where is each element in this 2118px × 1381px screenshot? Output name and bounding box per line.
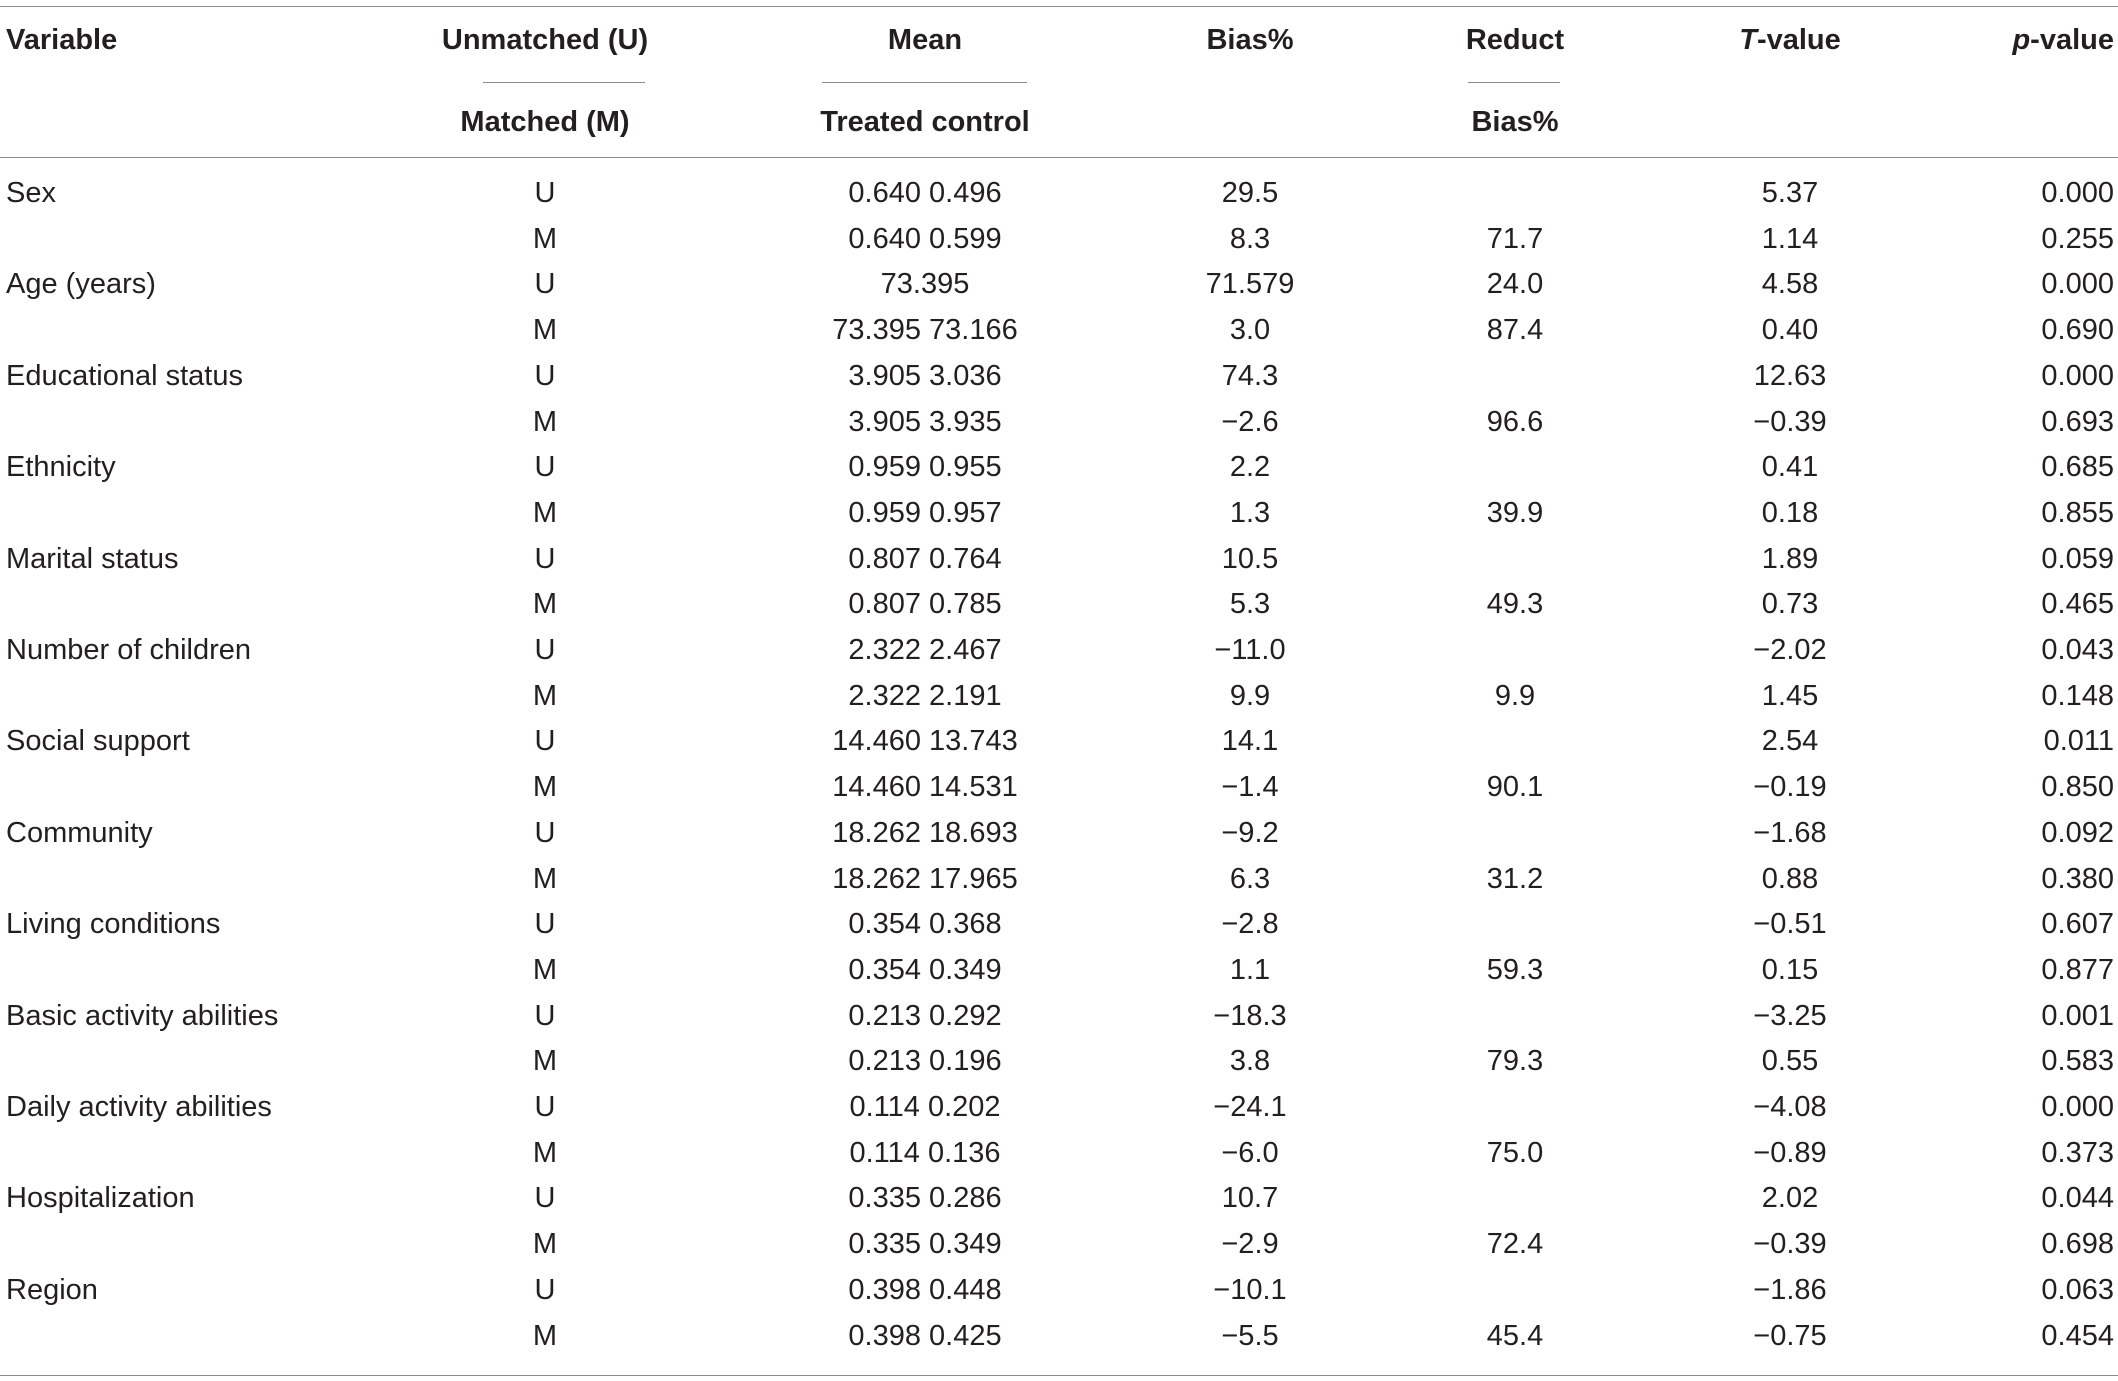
cell-t-value: 12.63	[1753, 360, 1827, 392]
cell-bias: 2.2	[1229, 451, 1271, 483]
cell-p-value: 0.454	[2041, 1320, 2114, 1352]
cell-t-value: −0.89	[1753, 1137, 1827, 1169]
cell-t-value: 0.73	[1761, 588, 1819, 620]
cell-reduct	[1410, 175, 1620, 211]
header-reduct-bias: Bias%	[1471, 106, 1559, 138]
cell-reduct: 87.4	[1486, 314, 1544, 346]
cell-p-value: 0.850	[2041, 771, 2114, 803]
cell-bias: −10.1	[1213, 1274, 1287, 1306]
cell-p-value: 0.000	[2041, 268, 2114, 300]
cell-variable: Region	[6, 1274, 98, 1306]
cell-mean: 0.959 0.957	[848, 497, 1002, 529]
top-rule	[0, 6, 2118, 7]
cell-um: U	[534, 1091, 556, 1123]
cell-bias: −1.4	[1221, 771, 1279, 803]
cell-um: U	[534, 451, 556, 483]
cell-t-value: 1.14	[1761, 223, 1819, 255]
header-variable: Variable	[6, 24, 118, 56]
cell-p-value: 0.698	[2041, 1228, 2114, 1260]
cell-reduct	[1410, 815, 1620, 851]
cell-reduct: 71.7	[1486, 223, 1544, 255]
cell-um: U	[534, 817, 556, 849]
cell-bias: 29.5	[1221, 177, 1279, 209]
cell-bias: 8.3	[1229, 223, 1271, 255]
header-t-italic: T	[1739, 24, 1757, 56]
cell-variable: Number of children	[6, 634, 251, 666]
cell-um: M	[532, 223, 558, 255]
cell-bias: −5.5	[1221, 1320, 1279, 1352]
cell-mean: 3.905 3.036	[848, 360, 1002, 392]
header-bias: Bias%	[1206, 24, 1294, 56]
cell-variable: Age (years)	[6, 268, 156, 300]
cell-bias: 74.3	[1221, 360, 1279, 392]
cell-bias: −11.0	[1214, 634, 1286, 666]
cell-um: M	[532, 1137, 558, 1169]
cell-reduct: 79.3	[1486, 1045, 1544, 1077]
cell-p-value: 0.583	[2041, 1045, 2114, 1077]
cell-p-value: 0.044	[2041, 1182, 2114, 1214]
header-p-italic: p	[2012, 24, 2031, 56]
header-treated-control: Treated control	[820, 106, 1030, 138]
cell-reduct	[1410, 998, 1620, 1034]
cell-reduct	[1410, 1180, 1620, 1216]
cell-mean: 0.213 0.292	[848, 1000, 1002, 1032]
cell-reduct	[1410, 1089, 1620, 1125]
cell-mean: 14.460 14.531	[832, 771, 1018, 803]
cell-um: U	[534, 634, 556, 666]
cell-mean: 3.905 3.935	[848, 406, 1002, 438]
cell-p-value: 0.092	[2041, 817, 2114, 849]
cell-t-value: −1.86	[1753, 1274, 1827, 1306]
cell-t-value: −1.68	[1753, 817, 1827, 849]
cell-t-value: −0.39	[1753, 406, 1827, 438]
cell-bias: 5.3	[1229, 588, 1271, 620]
cell-mean: 0.114 0.202	[849, 1091, 1001, 1123]
cell-t-value: −4.08	[1753, 1091, 1827, 1123]
cell-bias: 10.7	[1221, 1182, 1279, 1214]
cell-reduct: 59.3	[1486, 954, 1544, 986]
cell-reduct: 72.4	[1486, 1228, 1544, 1260]
cell-mean: 0.959 0.955	[848, 451, 1002, 483]
header-matched: Matched (M)	[460, 106, 630, 138]
cell-bias: 3.8	[1229, 1045, 1271, 1077]
cell-um: M	[532, 314, 558, 346]
cell-mean: 18.262 17.965	[832, 863, 1018, 895]
cell-um: U	[534, 1182, 556, 1214]
cell-reduct: 9.9	[1494, 680, 1536, 712]
cell-t-value: −0.75	[1753, 1320, 1827, 1352]
cell-bias: 10.5	[1221, 543, 1279, 575]
cell-mean: 0.354 0.349	[848, 954, 1002, 986]
cell-um: M	[532, 1320, 558, 1352]
cell-um: M	[532, 954, 558, 986]
cell-variable: Hospitalization	[6, 1182, 195, 1214]
cell-mean: 0.398 0.448	[848, 1274, 1002, 1306]
cell-um: M	[532, 1045, 558, 1077]
cell-bias: 14.1	[1221, 725, 1279, 757]
cell-um: M	[532, 1228, 558, 1260]
cell-t-value: 0.15	[1761, 954, 1819, 986]
cell-mean: 0.335 0.349	[848, 1228, 1002, 1260]
cell-bias: 71.579	[1205, 268, 1295, 300]
cell-t-value: 0.18	[1761, 497, 1819, 529]
cell-p-value: 0.011	[2043, 725, 2114, 757]
cell-mean: 0.640 0.599	[848, 223, 1002, 255]
cell-variable: Sex	[6, 177, 56, 209]
cell-p-value: 0.043	[2041, 634, 2114, 666]
cell-bias: −18.3	[1213, 1000, 1287, 1032]
cell-variable: Community	[6, 817, 153, 849]
cell-reduct	[1410, 541, 1620, 577]
header-t-rest: -value	[1756, 24, 1841, 56]
cell-p-value: 0.255	[2041, 223, 2114, 255]
cell-p-value: 0.000	[2041, 177, 2114, 209]
cell-um: M	[532, 497, 558, 529]
cell-t-value: 2.54	[1761, 725, 1819, 757]
cell-um: M	[532, 680, 558, 712]
cell-p-value: 0.000	[2041, 1091, 2114, 1123]
cell-p-value: 0.373	[2041, 1137, 2114, 1169]
cell-p-value: 0.607	[2041, 908, 2114, 940]
cell-reduct: 31.2	[1486, 863, 1544, 895]
cell-bias: −6.0	[1221, 1137, 1279, 1169]
cell-mean: 0.640 0.496	[848, 177, 1002, 209]
cell-reduct	[1410, 906, 1620, 942]
cell-p-value: 0.148	[2041, 680, 2114, 712]
cell-reduct: 24.0	[1486, 268, 1544, 300]
header-mean: Mean	[887, 24, 963, 56]
cell-t-value: 0.88	[1761, 863, 1819, 895]
cell-um: U	[534, 1000, 556, 1032]
cell-reduct: 49.3	[1486, 588, 1544, 620]
cell-variable: Daily activity abilities	[6, 1091, 272, 1123]
header-unmatched: Unmatched (U)	[441, 24, 649, 56]
cell-reduct: 39.9	[1486, 497, 1544, 529]
cell-p-value: 0.000	[2041, 360, 2114, 392]
cell-bias: −2.6	[1221, 406, 1279, 438]
cell-reduct: 96.6	[1486, 406, 1544, 438]
cell-t-value: 1.45	[1761, 680, 1819, 712]
cell-bias: 1.3	[1229, 497, 1271, 529]
cell-p-value: 0.685	[2041, 451, 2114, 483]
cell-bias: 1.1	[1229, 954, 1271, 986]
cell-t-value: −0.19	[1753, 771, 1827, 803]
cell-reduct	[1410, 358, 1620, 394]
mean-underline	[822, 82, 1027, 83]
cell-p-value: 0.690	[2041, 314, 2114, 346]
cell-reduct	[1410, 1272, 1620, 1308]
header-p-rest: -value	[2030, 24, 2114, 56]
cell-variable: Basic activity abilities	[6, 1000, 279, 1032]
cell-variable: Ethnicity	[6, 451, 116, 483]
cell-bias: −2.9	[1221, 1228, 1279, 1260]
cell-mean: 0.807 0.785	[848, 588, 1002, 620]
cell-p-value: 0.855	[2041, 497, 2114, 529]
cell-um: M	[532, 588, 558, 620]
cell-t-value: 4.58	[1761, 268, 1819, 300]
unmatched-underline	[483, 82, 645, 83]
cell-t-value: 0.40	[1761, 314, 1819, 346]
cell-mean: 0.354 0.368	[848, 908, 1002, 940]
bottom-rule	[0, 1375, 2118, 1376]
cell-t-value: 1.89	[1761, 543, 1819, 575]
cell-bias: 6.3	[1229, 863, 1271, 895]
cell-variable: Social support	[6, 725, 190, 757]
cell-mean: 0.213 0.196	[848, 1045, 1002, 1077]
cell-reduct: 45.4	[1486, 1320, 1544, 1352]
cell-bias: −24.1	[1213, 1091, 1287, 1123]
cell-variable: Marital status	[6, 543, 179, 575]
cell-p-value: 0.380	[2041, 863, 2114, 895]
cell-um: U	[534, 268, 556, 300]
cell-mean: 73.395	[880, 268, 970, 300]
cell-mean: 18.262 18.693	[832, 817, 1018, 849]
cell-bias: 9.9	[1229, 680, 1271, 712]
cell-mean: 14.460 13.743	[832, 725, 1018, 757]
cell-mean: 2.322 2.467	[848, 634, 1002, 666]
cell-reduct	[1410, 723, 1620, 759]
cell-p-value: 0.465	[2041, 588, 2114, 620]
header-reduct: Reduct	[1465, 24, 1565, 56]
cell-reduct: 75.0	[1486, 1137, 1544, 1169]
cell-t-value: −2.02	[1753, 634, 1827, 666]
header-t-value	[1680, 22, 1900, 58]
cell-p-value: 0.063	[2041, 1274, 2114, 1306]
cell-mean: 0.807 0.764	[848, 543, 1002, 575]
cell-mean: 0.335 0.286	[848, 1182, 1002, 1214]
cell-variable: Educational status	[6, 360, 243, 392]
cell-reduct	[1410, 632, 1620, 668]
cell-reduct: 90.1	[1486, 771, 1544, 803]
cell-um: U	[534, 908, 556, 940]
cell-mean: 2.322 2.191	[848, 680, 1002, 712]
cell-um: U	[534, 725, 556, 757]
cell-t-value: −0.39	[1753, 1228, 1827, 1260]
cell-t-value: −0.51	[1753, 908, 1827, 940]
cell-um: U	[534, 360, 556, 392]
cell-um: M	[532, 406, 558, 438]
header-p-value	[1914, 22, 2114, 58]
cell-p-value: 0.693	[2041, 406, 2114, 438]
cell-bias: 3.0	[1229, 314, 1271, 346]
cell-bias: −2.8	[1221, 908, 1279, 940]
cell-mean: 0.398 0.425	[848, 1320, 1002, 1352]
reduct-underline	[1468, 82, 1560, 83]
cell-mean: 73.395 73.166	[832, 314, 1018, 346]
cell-um: U	[534, 543, 556, 575]
cell-um: U	[534, 177, 556, 209]
cell-p-value: 0.059	[2041, 543, 2114, 575]
cell-um: M	[532, 771, 558, 803]
cell-um: M	[532, 863, 558, 895]
cell-t-value: 5.37	[1761, 177, 1819, 209]
cell-mean: 0.114 0.136	[849, 1137, 1001, 1169]
cell-bias: −9.2	[1221, 817, 1279, 849]
header-rule	[0, 157, 2118, 158]
cell-p-value: 0.001	[2041, 1000, 2114, 1032]
cell-reduct	[1410, 449, 1620, 485]
cell-t-value: −3.25	[1753, 1000, 1827, 1032]
cell-t-value: 0.41	[1761, 451, 1819, 483]
cell-variable: Living conditions	[6, 908, 221, 940]
cell-p-value: 0.877	[2041, 954, 2114, 986]
cell-um: U	[534, 1274, 556, 1306]
cell-t-value: 0.55	[1761, 1045, 1819, 1077]
cell-t-value: 2.02	[1761, 1182, 1819, 1214]
